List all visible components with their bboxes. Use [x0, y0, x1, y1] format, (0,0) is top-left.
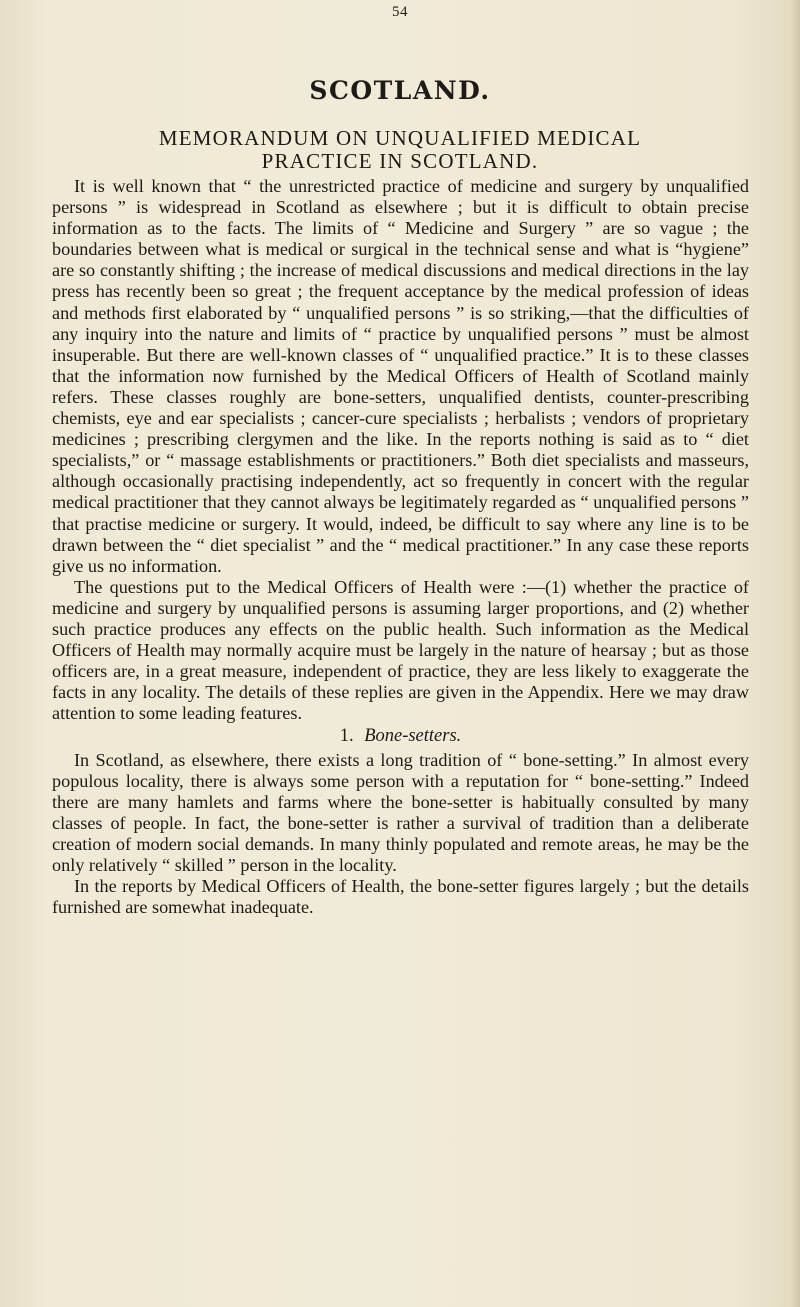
page-edge-shadow [790, 0, 800, 1307]
paragraph-intro: It is well known that “ the unrestricted practice of medicine and surgery by unqualified persons ” is widespread in Scotland as elsewhere ; but it is difficult to obtain precise information as to the facts. The limits of “ Medicine and Surgery ” are so vague ; the boundaries between what is medical or surgical in the technical sense and what is “hygiene” are so constantly shifting ; the increase of medical discussions and medical directions in the lay press has recently been so great ; the frequent acceptance by the medical profession of ideas and methods first elaborated by “ unqualified persons ” is so striking,—that the difficulties of any inquiry into the nature and limits of “ practice by unqualified persons ” must be almost insuperable. But there are well-known classes of “ unqualified practice.” It is to these classes that the information now furnished by the Medical Officers of Health of Scotland mainly refers. These classes roughly are bone-setters, unqualified dentists, counter-prescribing chemists, eye and ear specialists ; cancer-cure specialists ; herbalists ; vendors of proprietary medicines ; prescribing clergymen and the like. In the reports nothing is said as to “ diet specialists,” or “ massage establishments or practitioners.” Both diet specialists and masseurs, although occasionally practising independently, act so frequently in concert with the regular medical practitioner that they cannot always be legitimately regarded as “ unqualified persons ” that practise medicine or surgery. It would, indeed, be difficult to say where any line is to be drawn between the “ diet specialist ” and the “ medical practitioner.” In any case these reports give us no information. [52, 176, 749, 576]
page-number: 54 [392, 4, 408, 20]
memorandum-title-line-1: MEMORANDUM ON UNQUALIFIED MEDICAL [158, 126, 642, 150]
paragraph-questions: The questions put to the Medical Officers of Health were :—(1) whether the practice of medicine and surgery by unqualified persons is assuming larger proportions, and (2) whether such practice produces any effects on the public health. Such information as the Medical Officers of Health may normally acquire must be largely in the nature of hearsay ; but as those officers are, in a great measure, independent of practice, they are less likely to exaggerate the facts in any locality. The details of these replies are given in the Appendix. Here we may draw attention to some leading features. [52, 576, 749, 724]
section-number: 1. [339, 726, 354, 747]
page-title: SCOTLAND. [309, 76, 491, 105]
memorandum-title [0, 127, 800, 173]
memorandum-title-line-2: PRACTICE IN SCOTLAND. [261, 149, 539, 173]
section-name: Bone-setters. [364, 726, 462, 747]
paragraph-bone-setting: In Scotland, as elsewhere, there exists a long tradition of “ bone-setting.” In almost every populous locality, there is always some person with a reputation for “ bone-setting.” Indeed there are many hamlets and farms where the bone-setter is habitually consulted by many classes of people. In fact, the bone-setter is rather a survival of tradition than a deliberate creation of modern social demands. In many thinly populated and remote areas, he may be the only relatively “ skilled ” person in the locality. [52, 749, 749, 875]
body-text [52, 176, 749, 918]
paragraph-reports: In the reports by Medical Officers of Health, the bone-setter figures largely ; but the details furnished are somewhat inadequate. [52, 876, 749, 918]
section-heading [52, 726, 749, 747]
